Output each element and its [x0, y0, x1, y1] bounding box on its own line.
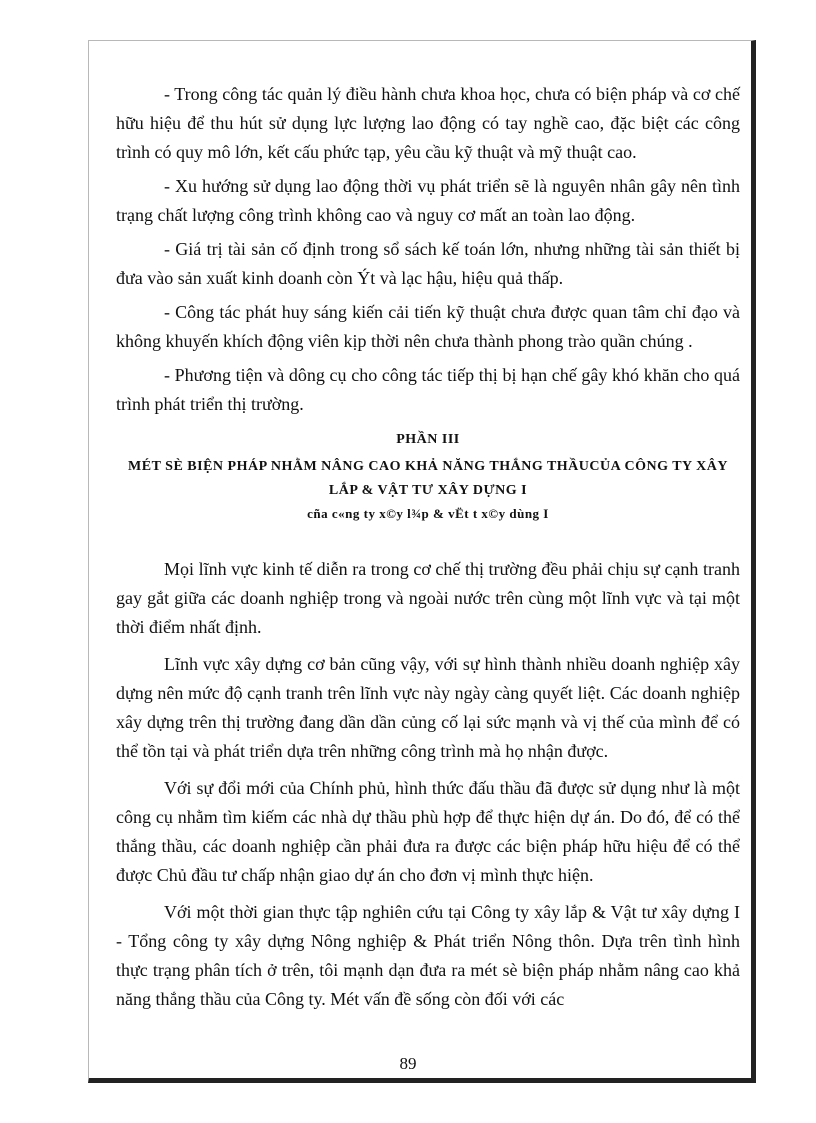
- bullet-paragraph: - Công tác phát huy sáng kiến cải tiến kỹ thuật chưa được quan tâm chỉ đạo và không khuyến khích động viên kịp thời nên chưa thành phong trào quần chúng .: [116, 302, 740, 351]
- body-paragraphs: [116, 555, 740, 1014]
- section-part-heading: PHẦN III: [396, 432, 460, 447]
- body-paragraph: Mọi lĩnh vực kinh tế diễn ra trong cơ chế thị trường đều phải chịu sự cạnh tranh gay gắt giữa các doanh nghiệp trong và ngoài nước trên cùng một lĩnh vực và tại một thời điểm nhất định.: [116, 559, 740, 637]
- body-paragraph: Lĩnh vực xây dựng cơ bản cũng vậy, với sự hình thành nhiều doanh nghiệp xây dựng nên mức độ cạnh tranh trên lĩnh vực này ngày càng quyết liệt. Các doanh nghiệp xây dựng trên thị trường đang dần dần củng cố lại sức mạnh và vị thế của mình để có thể tồn tại và phát triển dựa trên những công trình mà họ nhận được.: [116, 654, 740, 761]
- body-paragraph: Với một thời gian thực tập nghiên cứu tại Công ty xây lắp & Vật tư xây dựng I - Tổng công ty xây dựng Nông nghiệp & Phát triển Nông thôn. Dựa trên tình hình thực trạng phân tích ở trên, tôi mạnh dạn đưa ra mét sè biện pháp nhằm nâng cao khả năng thắng thầu của Công ty. Mét vấn đề sống còn đối với các: [116, 902, 740, 1009]
- body-paragraph: Với sự đổi mới của Chính phủ, hình thức đấu thầu đã được sử dụng như là một công cụ nhằm tìm kiếm các nhà dự thầu phù hợp để thực hiện dự án. Do đó, để có thể thắng thầu, các doanh nghiệp cần phải đưa ra được các biện pháp hữu hiệu để có thể được Chủ đầu tư chấp nhận giao dự án cho đơn vị mình thực hiện.: [116, 778, 740, 885]
- bullet-paragraph: - Giá trị tài sản cố định trong sổ sách kế toán lớn, nhưng những tài sản thiết bị đưa vào sản xuất kinh doanh còn Ýt và lạc hậu, hiệu quả thấp.: [116, 239, 740, 288]
- section-title: MÉT SÈ BIỆN PHÁP NHẰM NÂNG CAO KHẢ NĂNG THẮNG THẦUCỦA CÔNG TY XÂY LẮP & VẬT TƯ XÂY DỰNG I: [128, 459, 728, 498]
- bullet-paragraph: - Trong công tác quản lý điều hành chưa khoa học, chưa có biện pháp và cơ chế hữu hiệu để thu hút sử dụng lực lượng lao động có tay nghề cao, đặc biệt các công trình có quy mô lớn, kết cấu phức tạp, yêu cầu kỹ thuật và mỹ thuật cao.: [116, 84, 740, 162]
- section-subtitle: cña c«ng ty x©y l¾p & vËt t x©y dùng I: [307, 506, 549, 521]
- bullet-paragraph: - Xu hướng sử dụng lao động thời vụ phát triển sẽ là nguyên nhân gây nên tình trạng chất lượng công trình không cao và nguy cơ mất an toàn lao động.: [116, 176, 740, 225]
- page-number: 89: [399, 1054, 417, 1073]
- bullet-list: [116, 80, 740, 419]
- bullet-paragraph: - Phương tiện và dông cụ cho công tác tiếp thị bị hạn chế gây khó khăn cho quá trình phát triển thị trường.: [116, 365, 740, 414]
- document-body: [116, 80, 740, 1022]
